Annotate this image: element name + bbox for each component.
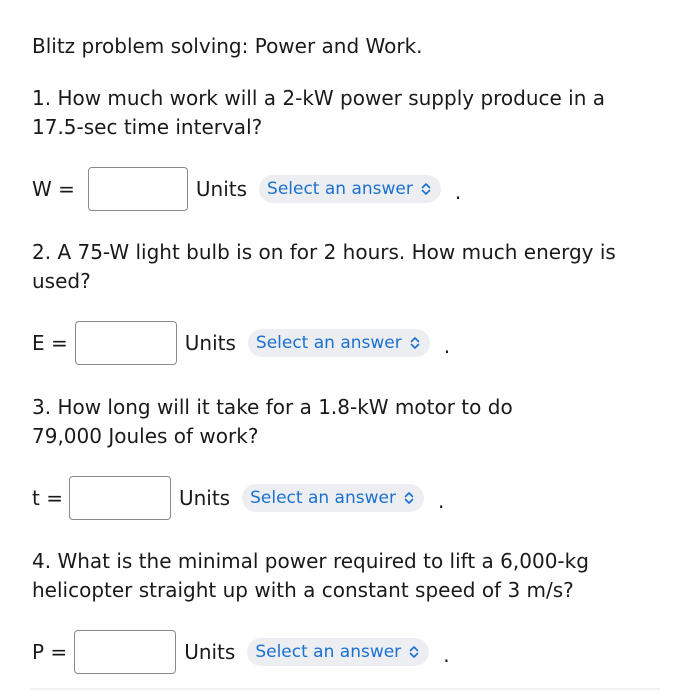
trailing-period-3: .: [437, 489, 445, 513]
question-4-text: 4. What is the minimal power required to lift a 6,000-kg helicopter straight up with a constant speed of 3 m/s?: [32, 549, 589, 602]
chevron-up-down-icon: [410, 336, 420, 350]
question-1-text: 1. How much work will a 2-kW power supply produce in a 17.5-sec time interval?: [32, 86, 606, 139]
select-label-2: Select an answer: [255, 333, 402, 353]
select-label-4: Select an answer: [255, 642, 402, 662]
units-select-1[interactable]: [259, 175, 441, 203]
answer-input-1[interactable]: [88, 167, 188, 211]
trailing-period-2: .: [443, 334, 451, 358]
variable-label-e: E =: [32, 331, 68, 355]
units-label-1: Units: [195, 177, 248, 201]
select-label-1: Select an answer: [267, 179, 413, 199]
variable-label-p: P =: [32, 640, 68, 664]
question-3-text: 3. How long will it take for a 1.8-kW motor to do 79,000 Joules of work?: [32, 395, 513, 448]
answer-row-3: [32, 474, 444, 522]
units-select-4[interactable]: [247, 638, 429, 666]
answer-input-4[interactable]: [74, 630, 176, 674]
bottom-divider: [30, 688, 660, 690]
page-title: Blitz problem solving: Power and Work.: [32, 34, 423, 58]
answer-row-1: [32, 165, 461, 213]
variable-label-w: W =: [32, 177, 75, 201]
answer-row-2: [32, 319, 450, 367]
trailing-period-4: .: [443, 643, 450, 667]
variable-label-t: t =: [32, 486, 63, 510]
answer-row-4: [32, 628, 450, 676]
units-select-3[interactable]: [242, 484, 424, 512]
units-select-2[interactable]: [248, 329, 430, 357]
answer-input-3[interactable]: [69, 476, 171, 520]
chevron-up-down-icon: [409, 645, 419, 659]
units-label-3: Units: [178, 486, 231, 510]
units-label-2: Units: [184, 331, 236, 355]
trailing-period-1: .: [454, 180, 462, 204]
question-2-text: 2. A 75-W light bulb is on for 2 hours. How much energy is used?: [32, 240, 616, 293]
chevron-up-down-icon: [404, 491, 414, 505]
units-label-4: Units: [184, 640, 236, 664]
select-label-3: Select an answer: [250, 488, 396, 508]
chevron-up-down-icon: [421, 182, 431, 196]
answer-input-2[interactable]: [75, 321, 177, 365]
